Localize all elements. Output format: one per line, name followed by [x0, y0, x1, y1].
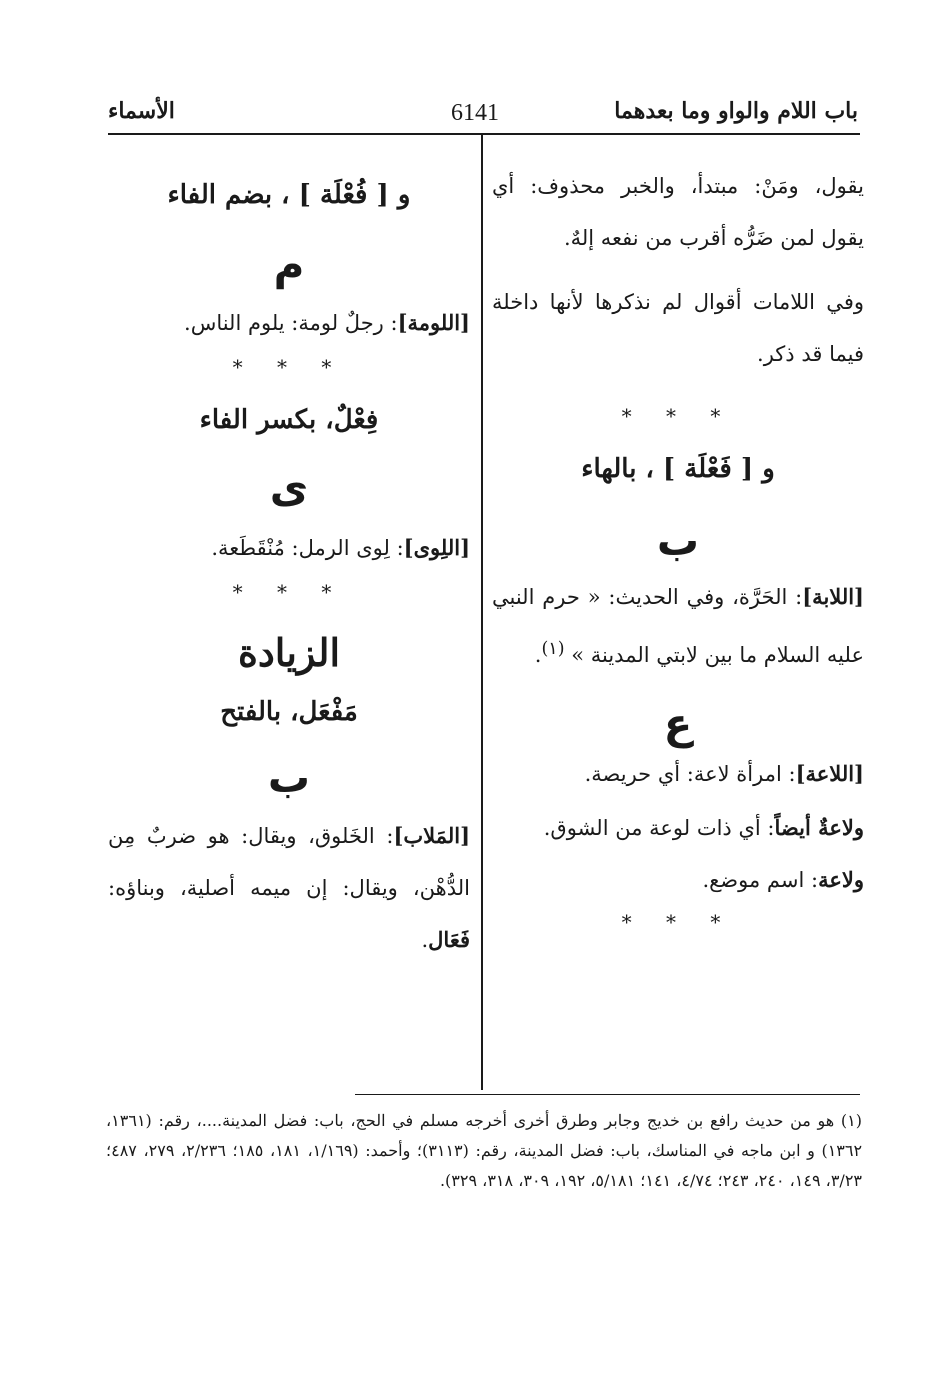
entry-term: [المَلاب] [393, 823, 470, 848]
entry-malab: [المَلاب]: الخَلوق، ويقال: هو ضربٌ مِن الدُّهْن، ويقال: إن ميمه أصلية، وبناؤه: فَعَال. [108, 823, 470, 952]
column-separator [481, 135, 483, 1090]
entry-text: : رجلٌ لومة: يلوم الناس. [184, 311, 398, 335]
section-heading: فِعْلٌ، بكسر الفاء [199, 405, 379, 435]
entry-term: [اللابة] [802, 584, 864, 609]
entry-term: ولاعة [818, 867, 864, 892]
entry-text: : الخَلوق، ويقال: هو ضربٌ مِن الدُّهْن، ويقال: إن ميمه أصلية، وبناؤه: [108, 824, 470, 900]
entry-term: [اللاعة] [795, 761, 864, 786]
letter-heading-ba: ب [656, 516, 700, 565]
section-divider: * * * [621, 910, 735, 934]
letter-heading-ain: ع [663, 699, 693, 748]
letter-heading-ba: ب [267, 753, 311, 802]
entry-laah [492, 748, 864, 800]
paragraph-2: وفي اللامات أقوال لم نذكرها لأنها داخلة فيما قد ذكر. [492, 290, 864, 366]
entry-text: : لِوى الرمل: مُنْقَطَعة. [211, 536, 404, 560]
entry-text: : الحَرَّة، وفي الحديث: « حرم النبي عليه السلام ما بين لابتي المدينة » [492, 585, 864, 667]
footnote-ref: (١) [541, 639, 565, 659]
chapter-heading: الزيادة [237, 630, 341, 675]
running-header-chapter: باب اللام والواو وما بعدهما [614, 98, 858, 124]
entry-term: فَعَال [428, 927, 470, 952]
footnote-rule [355, 1094, 860, 1095]
section-divider: * * * [621, 404, 735, 428]
entry-lawmah [108, 297, 470, 349]
section-heading: و [ فُعْلَة ] ، بضم الفاء [167, 180, 411, 210]
section-heading: مَفْعَل، بالفتح [220, 697, 358, 727]
header-rule [108, 133, 860, 135]
entry-text: : اسم موضع. [702, 868, 819, 892]
entry-laah-2 [492, 802, 864, 854]
letter-heading-ya: ى [269, 463, 309, 512]
page-number: 6141 [451, 100, 499, 126]
section-heading: و [ فَعْلَة ] ، بالهاء [581, 454, 775, 484]
entry-term: [اللِوى] [403, 535, 470, 560]
entry-liwa [108, 522, 470, 574]
paragraph-1: يقول، ومَنْ: مبتدأ، والخبر محذوف: أي يقول لمن ضَرُّه أقرب من نفعه إلهٌ. [492, 174, 864, 250]
entry-text: : أي ذات لوعة من الشوق. [543, 816, 775, 840]
entry-text: : امرأة لاعة: أي حريصة. [584, 762, 796, 786]
footnote: (١) هو من حديث رافع بن خديج وجابر وطرق أخرى أخرجه مسلم في الحج، باب: فضل المدينة....، رقم: (١٣٦١، ١٣٦٢) و ابن ماجه في المناسك، باب: فضل المدينة، رقم: (٣١١٣)؛ وأحمد: (١/١٦٩، ١٨١، ١٨٥؛ ٢/٢٣٦، ٢٧٩، ٤٨٧؛ ٣/٢٣، ١٤٩، ٢٤٠، ٢٤٣؛ ٤/٧٤، ١٤١؛ ٥/١٨١، ١٩٢، ٣٠٩، ٣١٨، ٣٢٩). [106, 1111, 863, 1190]
running-header-section: الأسماء [108, 98, 175, 124]
entry-laah-3 [492, 854, 864, 906]
entry-labah: [اللابة]: الحَرَّة، وفي الحديث: « حرم النبي عليه السلام ما بين لابتي المدينة » $^{(١)}$. [492, 584, 864, 667]
section-divider: * * * [232, 580, 346, 604]
left-column [108, 160, 470, 966]
entry-term: ولاعةٌ أيضاً [774, 815, 864, 840]
section-divider: * * * [232, 355, 346, 379]
letter-heading-mim: م [273, 240, 305, 289]
right-column [492, 160, 864, 934]
entry-term: [اللومة] [397, 310, 470, 335]
